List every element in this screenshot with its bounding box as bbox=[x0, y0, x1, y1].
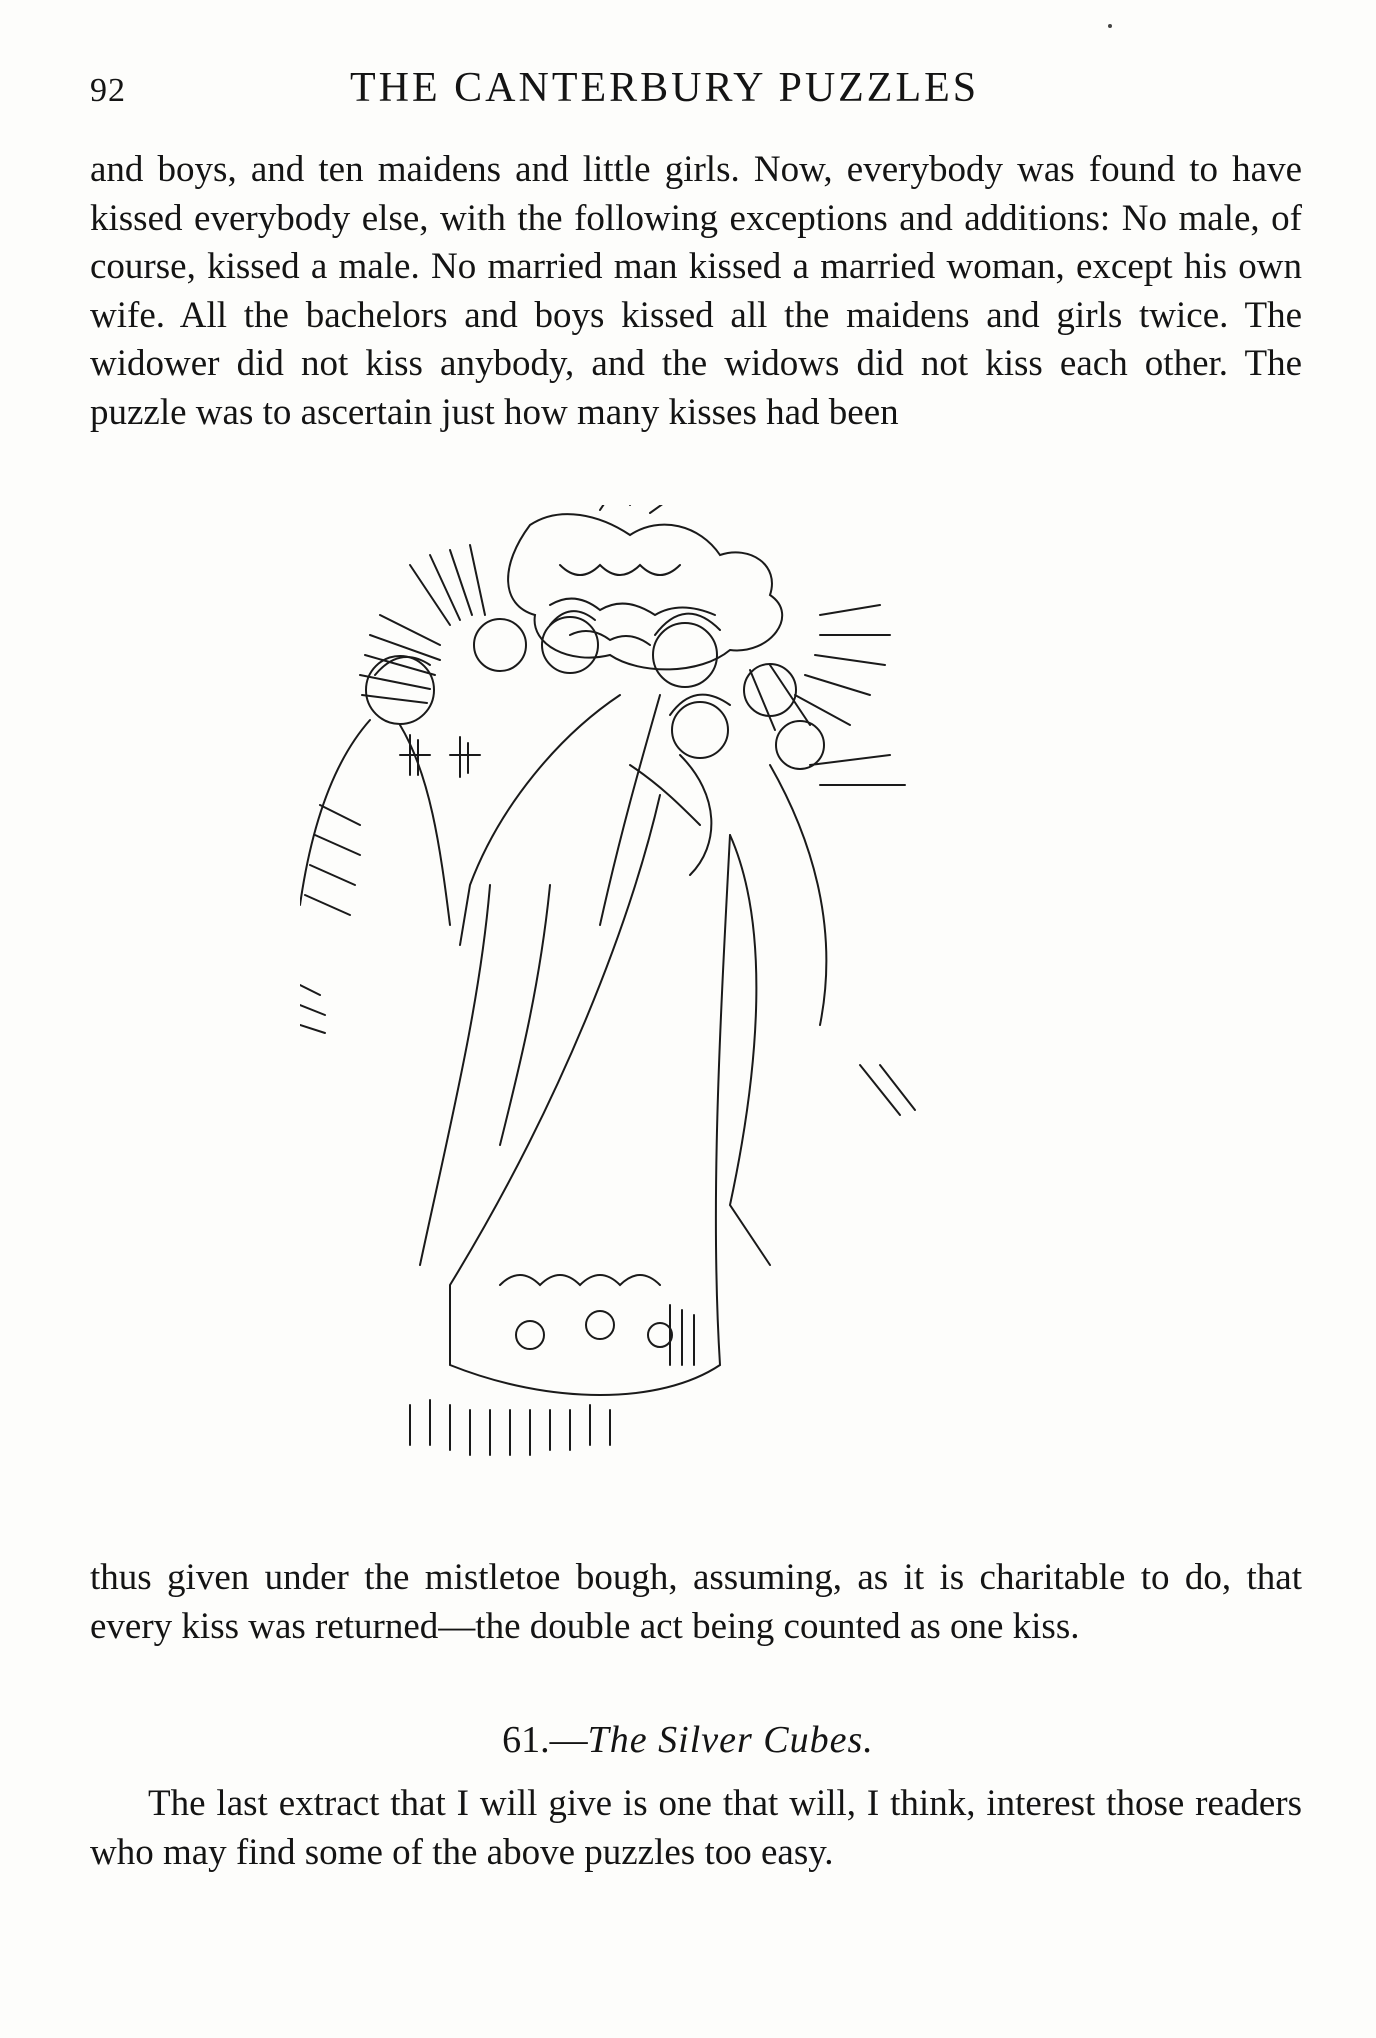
body-paragraph-after-illustration: thus given under the mistletoe bough, assuming, as it is charitable to do, that every kiss was returned—the double act being counted as one kiss. bbox=[90, 1557, 1302, 1647]
section-number: 61.— bbox=[502, 1719, 588, 1761]
body-paragraph-last: The last extract that I will give is one that will, I think, interest those readers who may find some of the above puzzles too easy. bbox=[90, 1783, 1302, 1873]
running-title: THE CANTERBURY PUZZLES bbox=[350, 65, 980, 111]
mistletoe-kissing-engraving-icon bbox=[300, 505, 1100, 1535]
print-speck bbox=[1108, 24, 1112, 28]
page-header bbox=[90, 64, 1300, 114]
section-title: The Silver Cubes. bbox=[587, 1719, 874, 1761]
mistletoe-kissing-illustration bbox=[300, 505, 1100, 1535]
page-number: 92 bbox=[90, 72, 126, 109]
section-heading bbox=[0, 1718, 1376, 1762]
body-paragraph-top: and boys, and ten maidens and little girls. Now, everybody was found to have kissed everybody else, with the following exceptions and additions: No male, of course, kissed a male. No married man kissed a married woman, except his own wife. All the bachelors and boys kissed all the maidens and girls twice. The widower did not kiss anybody, and the widows did not kiss each other. The puzzle was to ascertain just how many kisses had been bbox=[90, 149, 1302, 433]
